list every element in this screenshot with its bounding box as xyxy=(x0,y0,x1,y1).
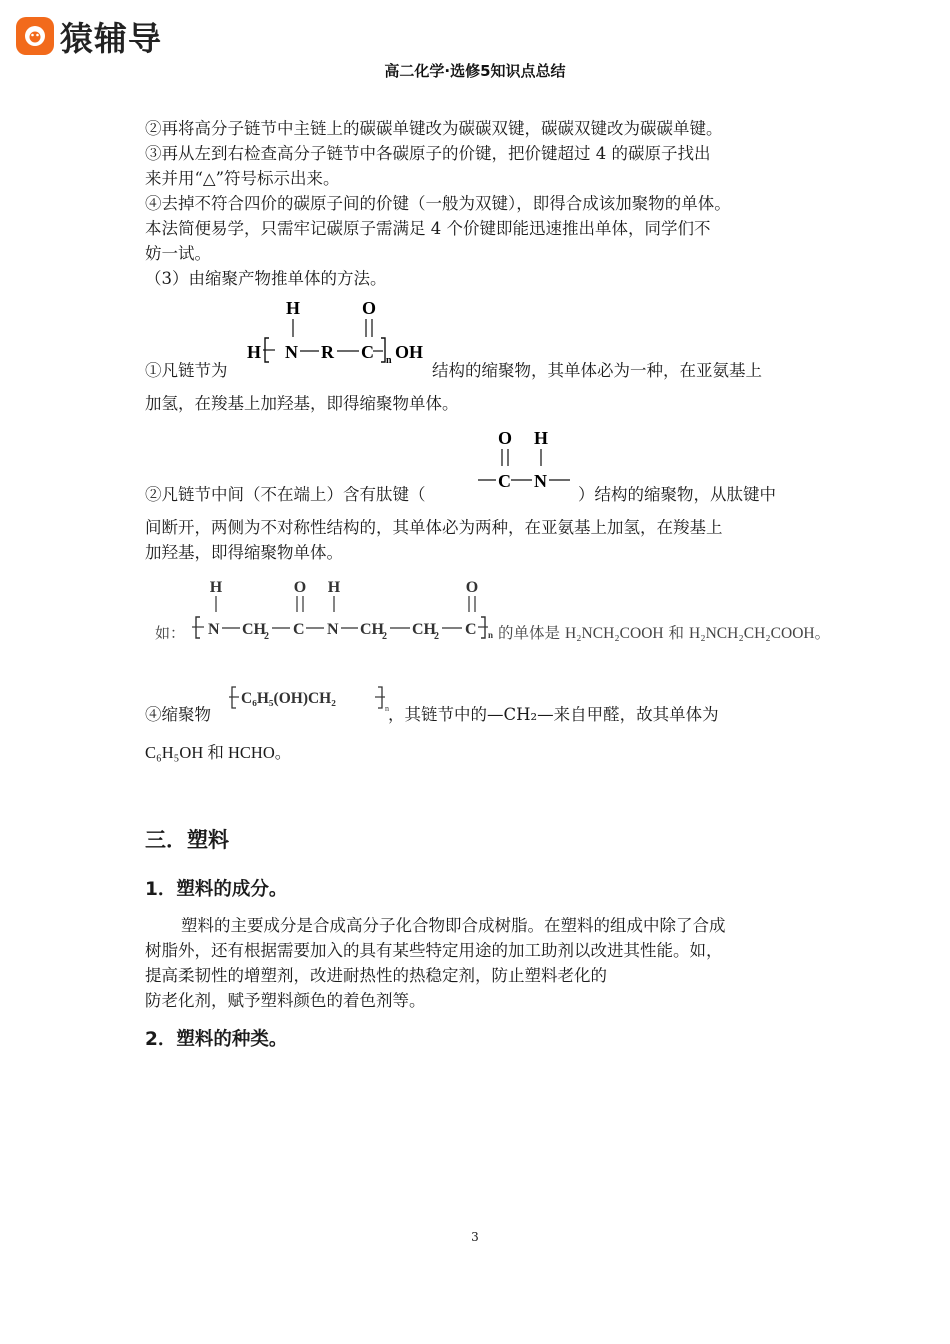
text-line: 本法简便易学，只需牢记碳原子需满足 4 个价键即能迅速推出单体，同学们不 xyxy=(145,219,711,238)
example-text: 的单体是 xyxy=(498,624,561,642)
text-line: 来并用“△”符号标示出来。 xyxy=(145,169,340,188)
atom-label: N xyxy=(534,471,547,491)
page-number: 3 xyxy=(471,1230,479,1244)
atom-label: N xyxy=(285,342,298,362)
atom-label: H xyxy=(209,579,223,596)
section-heading: 三．塑料 xyxy=(145,828,229,852)
atom-label: O xyxy=(497,428,513,448)
text-line: 树脂外，还有根据需要加入的具有某些特定用途的加工助剂以改进其性能。如， xyxy=(145,941,723,960)
text-line: 加羟基，即得缩聚物单体。 xyxy=(145,543,343,562)
text-line: ④去掉不符合四价的碳原子间的价键（一般为双键），即得合成该加聚物的单体。 xyxy=(145,194,731,213)
text-line: ③再从左到右检查高分子链节中各碳原子的价键，把价键超过 4 的碳原子找出 xyxy=(145,144,711,163)
text-line: 加氢，在羧基上加羟基，即得缩聚物单体。 xyxy=(145,394,459,413)
monomer-1: H₂NCH₂COOH xyxy=(564,625,664,642)
monomer-2: H₂NCH₂CH₂COOH。 xyxy=(689,625,831,642)
and-word: 和 xyxy=(668,624,685,642)
subsection-heading: 1．塑料的成分。 xyxy=(145,879,288,900)
atom-label: H xyxy=(247,342,262,362)
atom-label: CH xyxy=(360,621,384,638)
atom-label: CH xyxy=(412,621,436,638)
atom-label: CH xyxy=(242,621,266,638)
text-line: C₆H₅OH 和 HCHO。 xyxy=(145,743,292,762)
text-line: 塑料的主要成分是合成高分子化合物即合成树脂。在塑料的组成中除了合成 xyxy=(181,916,726,935)
atom-label: C xyxy=(293,621,305,638)
atom-label: C xyxy=(498,471,511,491)
subscript-n: n xyxy=(488,630,494,640)
text-line: ，其链节中的—CH₂—来自甲醛，故其单体为 xyxy=(388,705,719,724)
text-line: 防老化剂，赋予塑料颜色的着色剂等。 xyxy=(145,991,426,1010)
document-title: 高二化学·选修5知识点总结 xyxy=(384,62,566,80)
text-line: ②再将高分子链节中主链上的碳碳单键改为碳碳双键，碳碳双键改为碳碳单键。 xyxy=(145,119,723,138)
example-label: 如： xyxy=(155,624,186,642)
text-line: ④缩聚物 xyxy=(145,705,211,724)
formula-copolymer-unit xyxy=(190,574,502,644)
text-line: ①凡链节为 xyxy=(145,361,228,380)
formula-peptide-bond xyxy=(478,424,578,494)
text-line: 结构的缩聚物，其单体必为一种，在亚氨基上 xyxy=(432,361,762,380)
atom-label: O xyxy=(361,298,377,318)
logo-icon xyxy=(16,17,54,55)
atom-label: O xyxy=(293,579,307,596)
text-line: 妨一试。 xyxy=(145,244,211,263)
subsection-heading: 2．塑料的种类。 xyxy=(145,1029,288,1050)
logo-text: 猿辅导 xyxy=(60,18,162,58)
text-line: ）结构的缩聚物，从肽键中 xyxy=(578,485,776,504)
text-line: 提高柔韧性的增塑剂，改进耐热性的热稳定剂，防止塑料老化的 xyxy=(145,966,607,985)
atom-label: H xyxy=(285,298,301,318)
subscript-n: n xyxy=(386,355,392,366)
atom-label: H xyxy=(327,579,341,596)
atom-label: N xyxy=(327,621,339,638)
atom-label: O xyxy=(465,579,479,596)
subsection-text: （3）由缩聚产物推单体的方法。 xyxy=(145,269,387,288)
text-line: ②凡链节中间（不在端上）含有肽键（ xyxy=(145,485,426,504)
formula-polyamide-unit xyxy=(243,292,433,372)
formula-text: C₆H₅(OH)CH₂ xyxy=(241,690,336,707)
atom-label: H xyxy=(533,428,549,448)
subscript-n: n xyxy=(385,704,389,713)
subscript: 2 xyxy=(264,631,269,642)
atom-label: C xyxy=(465,621,477,638)
subscript: 2 xyxy=(382,631,387,642)
atom-label: N xyxy=(208,621,220,638)
example-sentence xyxy=(498,621,830,643)
atom-label: C xyxy=(361,342,374,362)
subscript: 2 xyxy=(434,631,439,642)
formula-phenolic-resin-unit xyxy=(228,682,396,718)
brand-logo xyxy=(16,14,162,58)
atom-label: R xyxy=(321,342,334,362)
atom-label: OH xyxy=(395,342,424,362)
text-line: 间断开，两侧为不对称性结构的，其单体必为两种，在亚氨基上加氢，在羧基上 xyxy=(145,518,723,537)
